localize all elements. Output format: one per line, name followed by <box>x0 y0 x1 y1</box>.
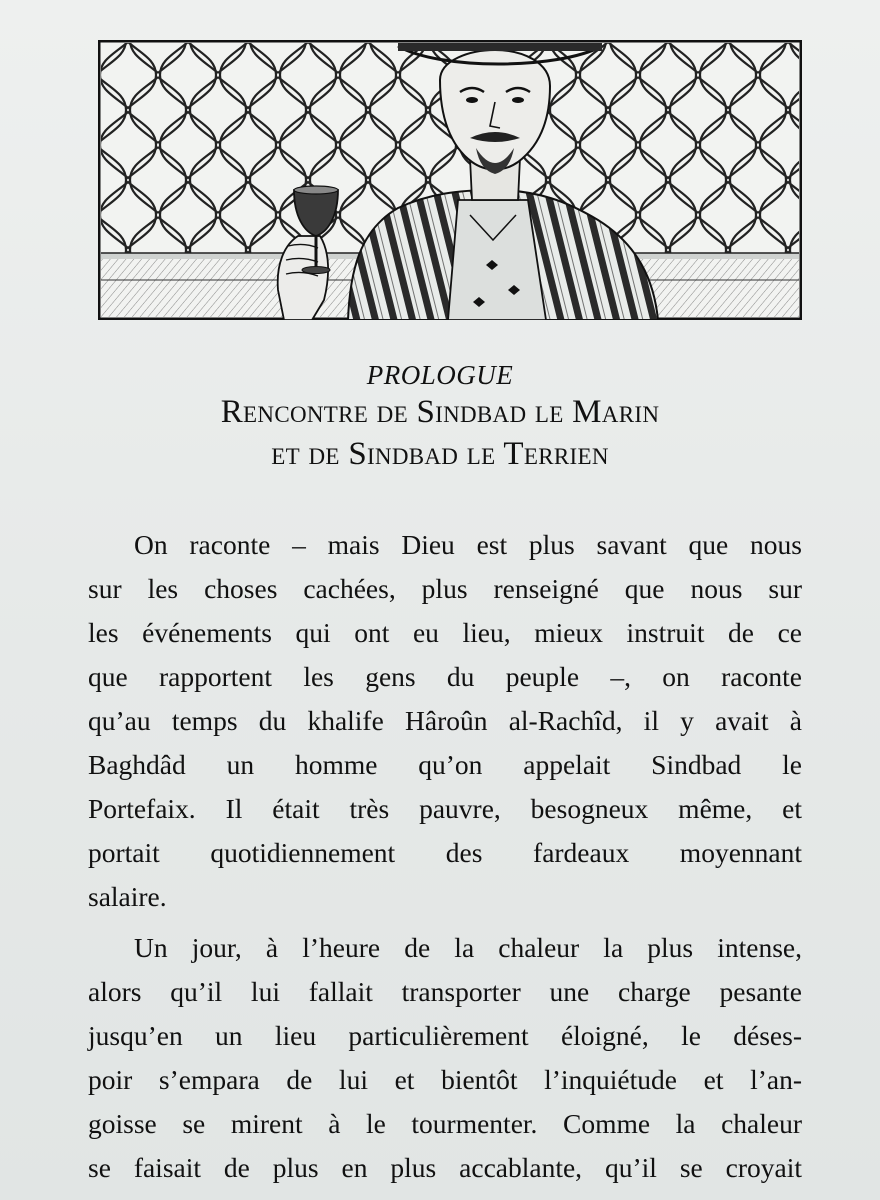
text-line: les événements qui ont eu lieu, mieux instruit de ce <box>88 617 802 648</box>
paragraph-gap <box>88 919 802 926</box>
text-line: qu’au temps du khalife Hâroûn al-Rachîd, il y avait à <box>88 705 802 736</box>
text-line: Portefaix. Il était très pauvre, besogneux même, et <box>88 793 802 824</box>
paragraph <box>88 523 802 919</box>
paragraph <box>88 926 802 1190</box>
text-line: poir s’empara de lui et bientôt l’inquiétude et l’an- <box>88 1064 802 1095</box>
text-line: Un jour, à l’heure de la chaleur la plus intense, <box>134 932 802 963</box>
chapter-title-line-1: Rencontre de Sindbad le Marin <box>220 394 660 430</box>
text-line: se faisait de plus en plus accablante, qu’il se croyait <box>88 1152 802 1183</box>
text-line: que rapportent les gens du peuple –, on raconte <box>88 661 802 692</box>
text-line: alors qu’il lui fallait transporter une charge pesante <box>88 976 802 1007</box>
text-line: On raconte – mais Dieu est plus savant que nous <box>134 529 802 560</box>
portrait-illustration-icon <box>98 40 802 320</box>
chapter-illustration <box>98 40 802 320</box>
text-line: sur les choses cachées, plus renseigné que nous sur <box>88 573 802 604</box>
text-line: goisse se mirent à le tourmenter. Comme la chaleur <box>88 1108 802 1139</box>
body-text <box>88 523 802 1190</box>
text-line: portait quotidiennement des fardeaux moyennant <box>88 837 802 868</box>
chapter-title-line-2: et de Sindbad le Terrien <box>271 436 609 472</box>
text-line: salaire. <box>88 881 167 912</box>
text-line: Baghdâd un homme qu’on appelait Sindbad le <box>88 749 802 780</box>
chapter-label: PROLOGUE <box>366 360 514 390</box>
text-line: jusqu’en un lieu particulièrement éloigné, le déses- <box>88 1020 802 1051</box>
